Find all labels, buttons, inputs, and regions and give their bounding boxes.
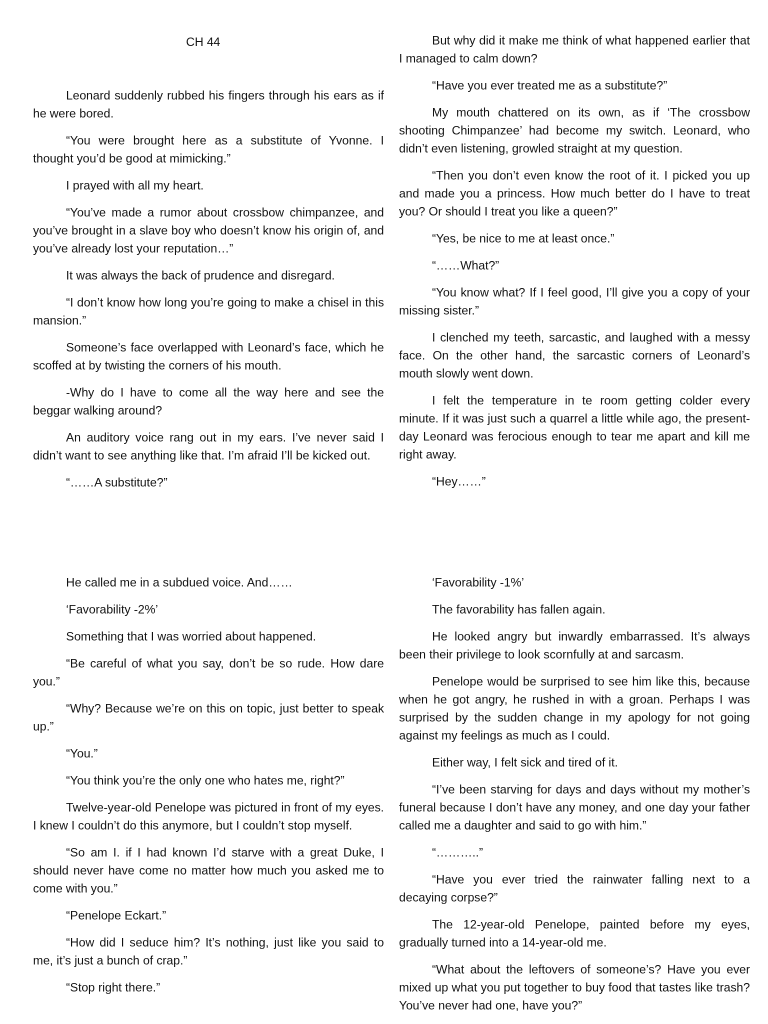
paragraph: He called me in a subdued voice. And…… [66, 576, 293, 590]
paragraph: My mouth chattered on its own, as if ‘The crossbow shooting Chimpanzee’ had become my switch. Leonard, who didn’t even listening, growled straight at my question. [399, 106, 750, 156]
paragraph: Penelope would be surprised to see him like this, because when he got angry, he rushed in with a groan. Perhaps I was surprised by the sudden change in my apology for not going against my feelings as much as I could. [399, 675, 750, 743]
text-column-top-right [399, 32, 750, 500]
text-column-top-left [33, 87, 384, 501]
paragraph: The favorability has fallen again. [432, 603, 606, 617]
paragraph: “Have you ever tried the rainwater falling next to a decaying corpse?” [399, 873, 750, 905]
text-column-bottom-left [33, 574, 384, 1006]
paragraph: “You’ve made a rumor about crossbow chimpanzee, and you’ve brought in a slave boy who doesn’t know his origin of, and you’ve already lost your reputation…” [33, 206, 384, 256]
paragraph: Someone’s face overlapped with Leonard’s face, which he scoffed at by twisting the corners of his mouth. [33, 341, 384, 373]
paragraph: “Have you ever treated me as a substitute?” [432, 79, 668, 93]
paragraph: “Yes, be nice to me at least once.” [432, 232, 615, 246]
paragraph: An auditory voice rang out in my ears. I’ve never said I didn’t want to see anything like that. I’m afraid I’ll be kicked out. [33, 431, 384, 463]
paragraph: But why did it make me think of what happened earlier that I managed to calm down? [399, 34, 750, 66]
paragraph: “So am I. if I had known I’d starve with a great Duke, I should never have come no matter how much you asked me to come with you.” [33, 846, 384, 896]
paragraph: “You think you’re the only one who hates me, right?” [66, 774, 345, 788]
paragraph: “Penelope Eckart.” [66, 909, 167, 923]
paragraph: “You were brought here as a substitute of Yvonne. I thought you’d be good at mimicking.” [33, 134, 384, 166]
paragraph: “Then you don’t even know the root of it. I picked you up and made you a princess. How much better do I have to treat you? Or should I treat you like a queen?” [399, 169, 750, 219]
paragraph: “……What?” [432, 259, 500, 273]
paragraph: “………..” [432, 846, 484, 860]
chapter-heading: CH 44 [186, 35, 221, 49]
paragraph: Twelve-year-old Penelope was pictured in front of my eyes. I knew I couldn’t do this anymore, but I couldn’t stop myself. [33, 801, 384, 833]
paragraph: “Be careful of what you say, don’t be so rude. How dare you.” [33, 657, 384, 689]
paragraph: “You.” [66, 747, 98, 761]
paragraph: “What about the leftovers of someone’s? Have you ever mixed up what you put together to buy food that tastes like trash? You’ve never had one, have you?” [399, 963, 750, 1013]
paragraph: The 12-year-old Penelope, painted before my eyes, gradually turned into a 14-year-old me. [399, 918, 750, 950]
text-column-bottom-right [399, 574, 750, 1024]
paragraph: “Why? Because we’re on this on topic, just better to speak up.” [33, 702, 384, 734]
paragraph: “……A substitute?” [66, 476, 168, 490]
paragraph: Leonard suddenly rubbed his fingers through his ears as if he were bored. [33, 89, 384, 121]
paragraph: I felt the temperature in te room getting colder every minute. If it was just such a quarrel a little while ago, the present-day Leonard was ferocious enough to tear me apart and kill me right away. [399, 394, 750, 462]
paragraph: Either way, I felt sick and tired of it. [432, 756, 618, 770]
paragraph: I clenched my teeth, sarcastic, and laughed with a messy face. On the other hand, the sarcastic corners of Leonard’s mouth slowly went down. [399, 331, 750, 381]
paragraph: He looked angry but inwardly embarrassed. It’s always been their privilege to look scornfully at and sarcasm. [399, 630, 750, 662]
paragraph: -Why do I have to come all the way here and see the beggar walking around? [33, 386, 384, 418]
paragraph: “How did I seduce him? It’s nothing, just like you said to me, it’s just a bunch of crap.” [33, 936, 384, 968]
paragraph: “Hey……” [432, 475, 486, 489]
paragraph: ‘Favorability -1%’ [432, 576, 525, 590]
paragraph: “I’ve been starving for days and days without my mother’s funeral because I don’t have any money, and one day your father called me a daughter and said to go with him.” [399, 783, 750, 833]
paragraph: Something that I was worried about happened. [66, 630, 317, 644]
paragraph: I prayed with all my heart. [66, 179, 204, 193]
paragraph: It was always the back of prudence and disregard. [66, 269, 335, 283]
paragraph: “Stop right there.” [66, 981, 161, 995]
paragraph: ‘Favorability -2%’ [66, 603, 159, 617]
paragraph: “I don’t know how long you’re going to make a chisel in this mansion.” [33, 296, 384, 328]
paragraph: “You know what? If I feel good, I’ll give you a copy of your missing sister.” [399, 286, 750, 318]
